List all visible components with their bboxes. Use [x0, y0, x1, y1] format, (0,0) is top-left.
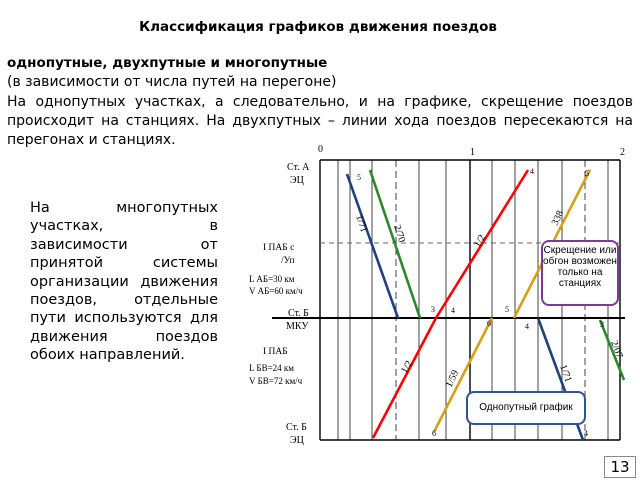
description-paragraph: На однопутных участках, а следовательно, и на графике, скрещение поездов происходит на станциях. На двухпутных – линии хода поездов пересекаются на перегонах и станциях.	[7, 94, 633, 148]
section-param: V АБ=60 км/ч	[249, 286, 303, 296]
minute-mark: 5	[505, 305, 509, 314]
station-label: Ст. А	[287, 162, 310, 173]
minute-mark: 6	[432, 429, 436, 438]
station-code: ЭЦ	[290, 435, 304, 446]
minute-mark: 4	[584, 429, 588, 438]
single-track-callout: Однопутный график	[466, 391, 586, 425]
section-param: I ПАБ с	[263, 243, 295, 253]
minute-mark: 5	[585, 169, 589, 178]
section-heading: однопутные, двухпутные и многопутные	[7, 55, 328, 71]
minute-mark: 5	[357, 173, 361, 182]
train-number: 2/07	[608, 339, 625, 360]
minute-mark: 4	[451, 306, 455, 315]
multitrack-note: На многопутных участках, в зависимости от принятой системы организации движения поездов, отдельные пути используются для движения поездов обоих направлений.	[30, 200, 218, 364]
train-number: 1/2	[472, 232, 488, 250]
minute-mark: 4	[525, 322, 529, 331]
hour-label: 2	[620, 147, 625, 158]
station-label: Ст. Б	[286, 422, 307, 433]
crossing-callout: Скрещение или обгон возможен только на станциях	[541, 240, 619, 306]
train-number: 1/59	[443, 368, 462, 390]
station-code: МКУ	[286, 321, 309, 332]
minute-mark: 3	[600, 320, 604, 329]
train-number: 2/70	[391, 223, 408, 244]
train-number: 1/71	[353, 213, 370, 234]
train-number: 1/71	[557, 363, 574, 384]
section-param: L АБ=30 км	[249, 274, 295, 284]
slide-title: Классификация графиков движения поездов	[139, 19, 497, 35]
section-param: L БВ=24 км	[249, 363, 294, 373]
minute-mark: 6	[487, 319, 491, 328]
section-param: /Уп	[281, 256, 295, 266]
minute-mark: 3	[431, 305, 435, 314]
section-subheading: (в зависимости от числа путей на перегоне)	[7, 74, 337, 90]
train-number: 338	[549, 209, 567, 228]
station-code: ЭЦ	[290, 175, 304, 186]
minute-mark: 4	[530, 167, 534, 176]
station-label: Ст. Б	[288, 308, 309, 319]
train-path-green	[370, 170, 420, 318]
page-number: 13	[604, 456, 636, 478]
train-path-red-2	[373, 318, 436, 438]
train-number: 1/2	[399, 358, 415, 376]
section-param: V БВ=72 км/ч	[249, 376, 303, 386]
hour-label: 0	[318, 144, 323, 155]
section-param: I ПАБ	[263, 347, 288, 357]
hour-label: 1	[470, 147, 475, 158]
